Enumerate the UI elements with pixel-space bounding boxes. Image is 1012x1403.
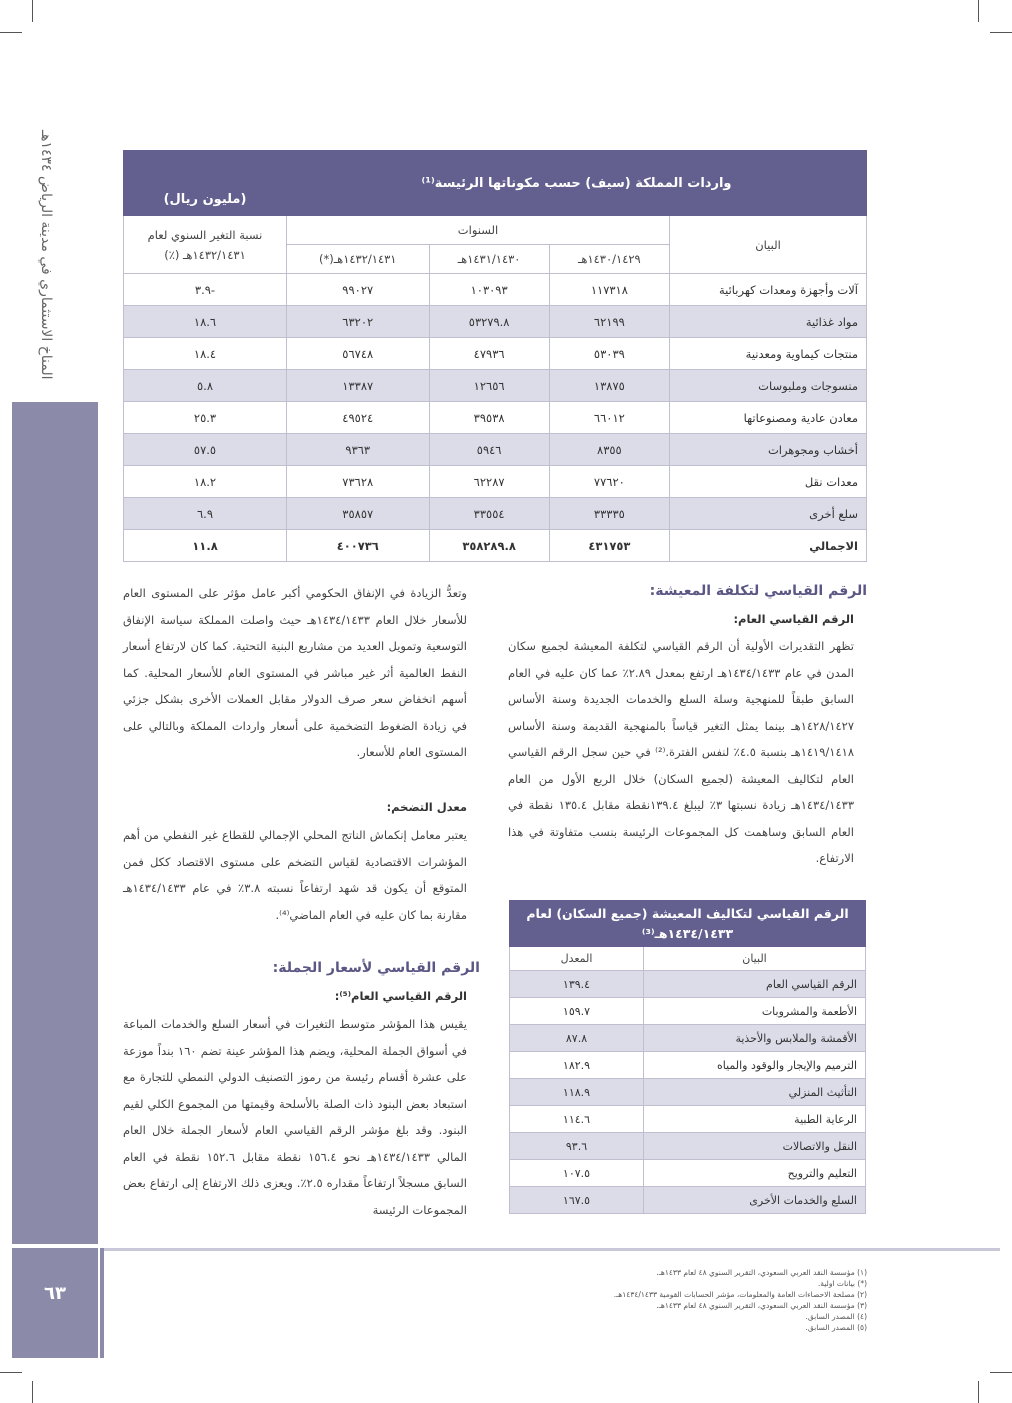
cell: ٤٣١٧٥٣ (549, 530, 669, 562)
table-row (124, 402, 867, 434)
footnote: (*) بيانات اولية. (817, 1279, 867, 1288)
table-row (510, 1052, 866, 1079)
table-row (124, 434, 867, 466)
cell: ٦٦٠١٢ (549, 402, 669, 434)
cell: ١٨.٦ (124, 306, 287, 338)
table-row (124, 466, 867, 498)
cell: ١٦٧.٥ (510, 1187, 644, 1214)
footnote: (٢) مصلحة الاحصاءات العامة والمعلومات، مؤشر الحسابات القومية ١٤٣٤/١٤٣٣هـ. (613, 1290, 867, 1299)
cell: ٥٦٧٤٨ (287, 338, 430, 370)
cell: ١٨٢.٩ (510, 1052, 644, 1079)
table-row (510, 998, 866, 1025)
cell: ٥٣٠٣٩ (549, 338, 669, 370)
year-header: ١٤٣٠/١٤٢٩هـ (549, 245, 669, 274)
crop-mark (32, 1381, 33, 1403)
cell: ١٠٣٠٩٣ (429, 274, 549, 306)
row-label: الترميم والإيجار والوقود والمياه (644, 1052, 866, 1079)
imports-table-unit: (مليون ريال) (124, 151, 287, 216)
cell: ٥٣٢٧٩.٨ (429, 306, 549, 338)
table-row (124, 274, 867, 306)
footnote: (١) مؤسسة النقد العربي السعودي، التقرير السنوي ٤٨ لعام ١٤٣٣هـ. (656, 1268, 867, 1277)
cell: ٤٩٥٢٤ (287, 402, 430, 434)
row-label: الاجمالي (670, 530, 867, 562)
footnote: (٤) المصدر السابق. (805, 1312, 867, 1321)
table-row (510, 1160, 866, 1187)
cost-of-living-heading: الرقم القياسي لتكلفة المعيشة: (649, 583, 867, 599)
row-label: سلع أخرى (670, 498, 867, 530)
wholesale-heading: الرقم القياسي لأسعار الجملة: (272, 960, 480, 976)
cell: ٥٩٤٦ (429, 434, 549, 466)
cost-table-title: الرقم القياسي لتكاليف المعيشة (جميع السكان) لعام ١٤٣٤/١٤٣٣هـ⁽³⁾ (510, 901, 866, 947)
cell: ١٣٨٧٥ (549, 370, 669, 402)
cell: ٦٢٢٨٧ (429, 466, 549, 498)
footnote: (٥) المصدر السابق. (805, 1323, 867, 1332)
cell: ٨٣٥٥ (549, 434, 669, 466)
col-rate-header: المعدل (510, 947, 644, 971)
cell: ٥٧.٥ (124, 434, 287, 466)
table-row (124, 306, 867, 338)
cell: ٦٣٢٠٢ (287, 306, 430, 338)
page-number: ٦٣ (44, 1283, 66, 1304)
cell: ٨٧.٨ (510, 1025, 644, 1052)
cost-of-living-paragraph: تظهر التقديرات الأولية أن الرقم القياسي لتكلفة المعيشة لجميع سكان المدن في عام ١٤٣٤/١٤٣٣هـ ارتفع بمعدل ٢.٨٩٪ عما كان عليه في العام السابق طبقاً للمنهجية وسلة السلع والخدمات الجديدة وسنة الأساس ١٤٢٨/١٤٢٧هـ بينما يمثل التغير قياساً بالمنهجية القديمة وسنة الأساس ١٤١٩/١٤١٨هـ بنسبة ٤.٥٪ لنفس الفترة.⁽²⁾ في حين سجل الرقم القياسي العام لتكاليف المعيشة (لجميع السكان) خلال الربع الأول من العام ١٤٣٤/١٤٣٣هـ زيادة نسبتها ٣٪ ليبلغ ١٣٩.٤نقطة مقابل ١٣٥.٤ نقطة في العام السابق وساهمت كل المجموعات الرئيسة بنسب متفاوتة في هذا الارتفاع. (508, 639, 854, 865)
table-row (510, 1187, 866, 1214)
cell: ٣٩٥٣٨ (429, 402, 549, 434)
footnotes (560, 1267, 867, 1333)
row-label: الأقمشة والملابس والأحذية (644, 1025, 866, 1052)
cell: ٥.٨ (124, 370, 287, 402)
row-label: الأطعمة والمشروبات (644, 998, 866, 1025)
crop-mark (32, 0, 33, 22)
cell: ١١٧٣١٨ (549, 274, 669, 306)
cell: ٤٠٠٧٣٦ (287, 530, 430, 562)
row-label: الرقم القياسي العام (644, 971, 866, 998)
cost-of-living-table (509, 900, 866, 1214)
cell: ١٢٦٥٦ (429, 370, 549, 402)
cell: ٣٥٨٥٧ (287, 498, 430, 530)
cell: ١٣٩.٤ (510, 971, 644, 998)
col-item-header: البيان (670, 216, 867, 274)
col-years-header: السنوات (287, 216, 670, 245)
spending-paragraph: وتعدُّ الزيادة في الإنفاق الحكومي أكبر عامل مؤثر على المستوى العام للأسعار خلال العام ١٤٣٤/١٤٣٣هـ حيث واصلت المملكة سياسة الإنفاق التوسعية وتمويل العديد من مشاريع البنية التحتية. كما كان لارتفاع أسعار النفط العالمية أثر غير مباشر في المستوى العام للأسعار المحلية. كما أسهم انخفاض سعر صرف الدولار مقابل العملات الأخرى بشكل جزئي في زيادة الضغوط التضخمية على أسعار واردات المملكة وبالتالي على المستوى العام للأسعار. (123, 586, 467, 759)
cell: ١١٨.٩ (510, 1079, 644, 1106)
cell: ١١٤.٦ (510, 1106, 644, 1133)
running-title: المناخ الاستثماري في مدينة الرياض ١٤٣٤هـ (38, 130, 54, 380)
row-label: منتجات كيماوية ومعدنية (670, 338, 867, 370)
col-change-header: نسبة التغير السنوي لعام ١٤٣٢/١٤٣١هـ (٪) (124, 216, 287, 274)
cell: ٣٣٥٥٤ (429, 498, 549, 530)
footnote: (٣) مؤسسة النقد العربي السعودي، التقرير السنوي ٤٨ لعام ١٤٣٣هـ. (656, 1301, 867, 1310)
year-header: ١٤٣١/١٤٣٠هـ (429, 245, 549, 274)
cell: ٩٩٠٢٧ (287, 274, 430, 306)
general-index-subheading: الرقم القياسي العام: (733, 612, 854, 626)
cell: ٣٥٨٢٨٩.٨ (429, 530, 549, 562)
footer-rule (104, 1248, 1000, 1251)
table-row (510, 971, 866, 998)
divider-bar (100, 1248, 104, 1358)
row-label: معادن عادية ومصنوعاتها (670, 402, 867, 434)
cell: ٦.٩ (124, 498, 287, 530)
imports-table (123, 150, 867, 562)
row-label: النقل والاتصالات (644, 1133, 866, 1160)
table-row (124, 498, 867, 530)
year-header: ١٤٣٢/١٤٣١هـ(*) (287, 245, 430, 274)
table-row (510, 1133, 866, 1160)
cell: ١٨.٢ (124, 466, 287, 498)
cell: ١٨.٤ (124, 338, 287, 370)
cell: ١١.٨ (124, 530, 287, 562)
row-label: التعليم والترويح (644, 1160, 866, 1187)
side-strip (12, 402, 98, 1244)
cell: ٩٣.٦ (510, 1133, 644, 1160)
wholesale-subheading: الرقم القياسي العام⁽⁵⁾: (334, 989, 467, 1003)
crop-mark (990, 32, 1012, 33)
row-label: آلات وأجهزة ومعدات كهربائية (670, 274, 867, 306)
wholesale-paragraph: يقيس هذا المؤشر متوسط التغيرات في أسعار السلع والخدمات المباعة في أسواق الجملة المحلية، ويضم هذا المؤشر عينة تضم ١٦٠ بنداً موزعة على عشرة أقسام رئيسة من رموز التصنيف الدولي النمطي للتجارة مع استبعاد بعض البنود ذات الصلة بالأسلحة وقيمتها من المجموع الكلي لقيم البنود. وقد بلغ مؤشر الرقم القياسي العام لأسعار الجملة خلال العام المالي ١٤٣٤/١٤٣٣هـ نحو ١٥٦.٤ نقطة مقابل ١٥٢.٦ نقطة في العام السابق مسجلاً ارتفاعاً مقداره ٢.٥٪. ويعزى ذلك الارتفاع إلى ارتفاع بعض المجموعات الرئيسة (123, 1017, 468, 1217)
crop-mark (978, 1381, 979, 1403)
crop-mark (978, 0, 979, 22)
table-row (124, 338, 867, 370)
row-label: مواد غذائية (670, 306, 867, 338)
col-item-header: البيان (644, 947, 866, 971)
cell: ٣٣٣٣٥ (549, 498, 669, 530)
crop-mark (0, 1372, 22, 1373)
cell: ١٣٣٨٧ (287, 370, 430, 402)
cell: ٧٧٦٢٠ (549, 466, 669, 498)
cell: ١٠٧.٥ (510, 1160, 644, 1187)
row-label: التأثيث المنزلي (644, 1079, 866, 1106)
cell: ٦٢١٩٩ (549, 306, 669, 338)
row-label: السلع والخدمات الأخرى (644, 1187, 866, 1214)
cell: ٢٥.٣ (124, 402, 287, 434)
table-row (510, 1106, 866, 1133)
inflation-heading: معدل التضخم: (386, 800, 467, 814)
row-label: منسوجات وملبوسات (670, 370, 867, 402)
imports-table-title: واردات المملكة (سيف) حسب مكوناتها الرئيسة⁽¹⁾ (287, 151, 867, 216)
inflation-paragraph: يعتبر معامل إنكماش الناتج المحلي الإجمالي للقطاع غير النفطي من أهم المؤشرات الاقتصادية لقياس التضخم على مستوى الاقتصاد ككل فمن المتوقع أن يكون قد شهد ارتفاعاً نسبته ٣.٨٪ في عام ١٤٣٤/١٤٣٣هـ مقارنة بما كان عليه في العام الماضي⁽⁴⁾. (123, 828, 467, 922)
cell: ٩٣٦٣ (287, 434, 430, 466)
row-label: معدات نقل (670, 466, 867, 498)
cell: ٧٣٦٢٨ (287, 466, 430, 498)
table-row (510, 1025, 866, 1052)
row-label: الرعاية الطبية (644, 1106, 866, 1133)
cell: -٣.٩ (124, 274, 287, 306)
row-label: أخشاب ومجوهرات (670, 434, 867, 466)
crop-mark (990, 1372, 1012, 1373)
cell: ٤٧٩٣٦ (429, 338, 549, 370)
table-row (124, 370, 867, 402)
total-row (124, 530, 867, 562)
cell: ١٥٩.٧ (510, 998, 644, 1025)
crop-mark (0, 32, 22, 33)
table-row (510, 1079, 866, 1106)
